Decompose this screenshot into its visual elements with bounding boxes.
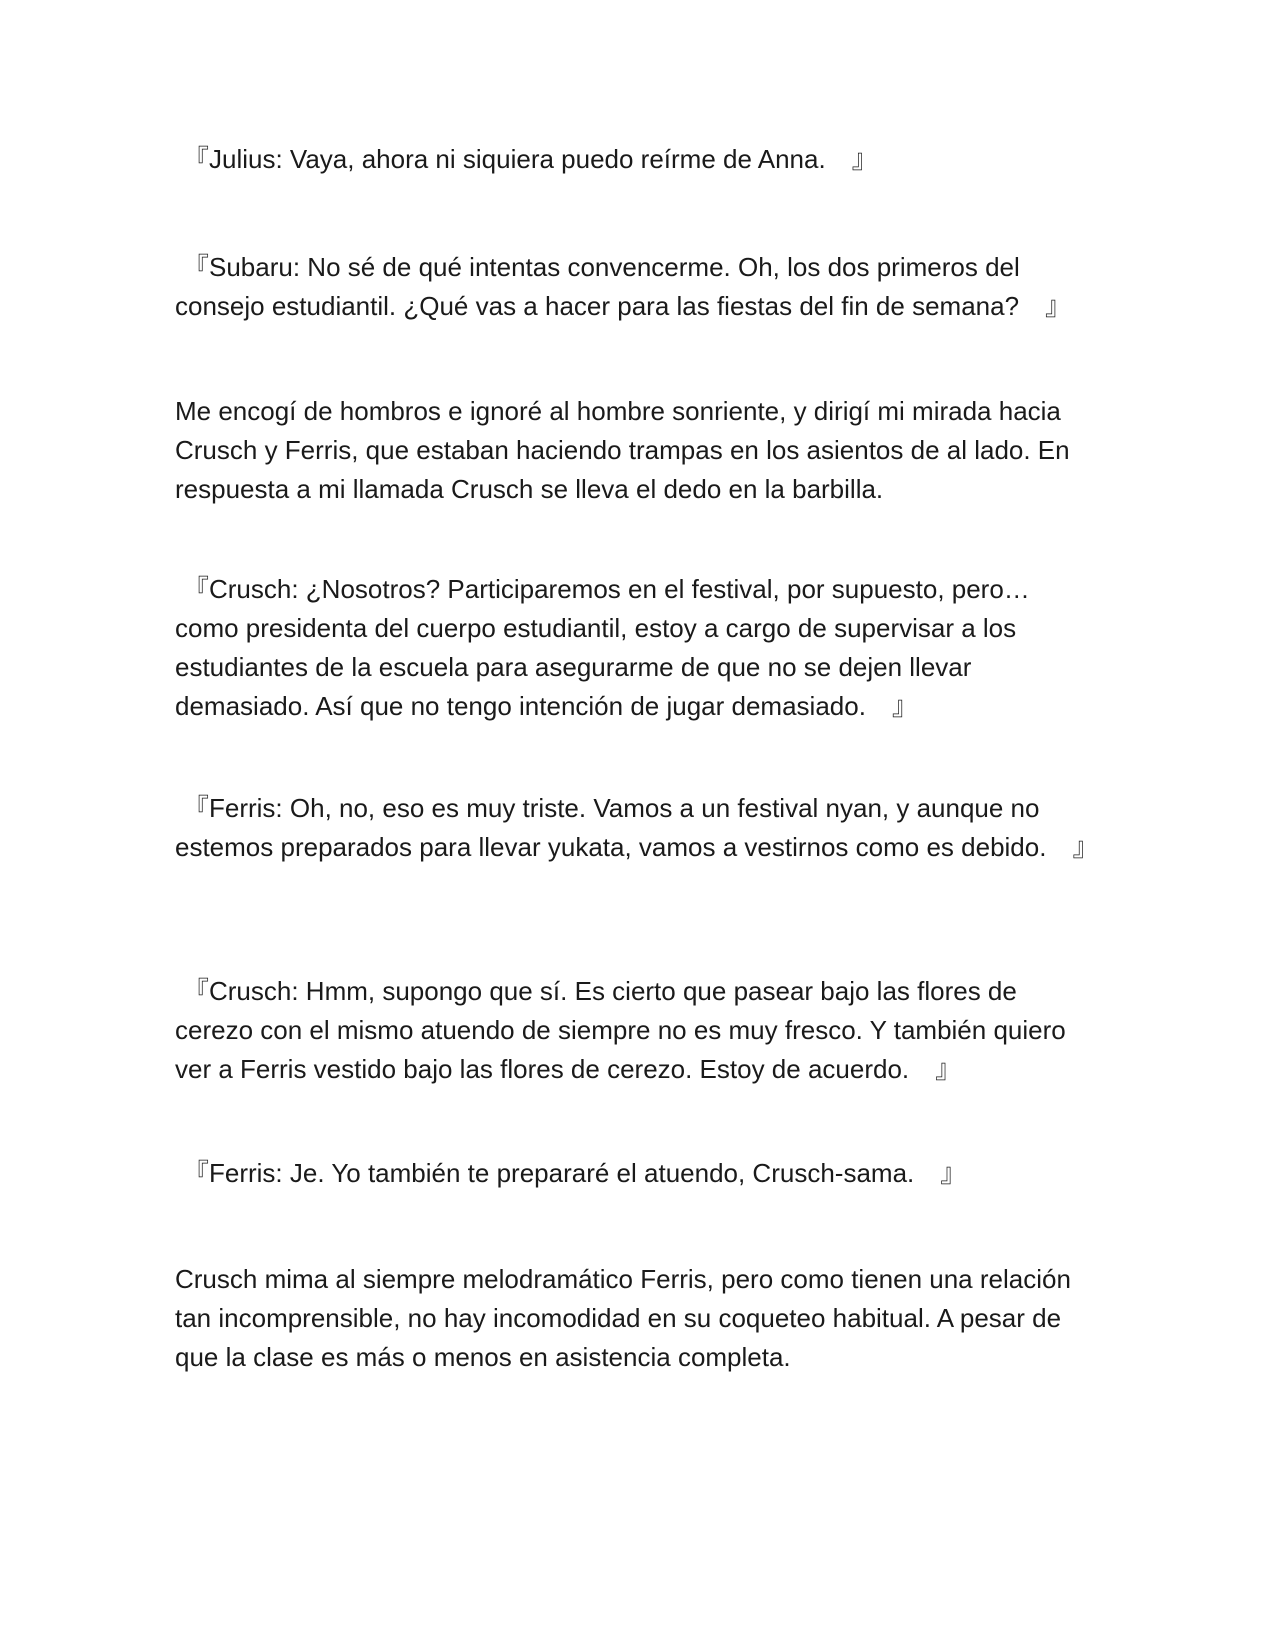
dialogue-ferris: 『Ferris: Je. Yo también te prepararé el atuendo, Crusch-sama. 』 — [183, 1158, 967, 1188]
dialogue-subaru: 『Subaru: No sé de qué intentas convencerme. Oh, los dos primeros del consejo estudiantil. ¿Qué vas a hacer para las fiestas del fin de semana? 』 — [175, 252, 1072, 321]
dialogue-crusch: 『Crusch: ¿Nosotros? Participaremos en el festival, por supuesto, pero… como presidenta del cuerpo estudiantil, estoy a cargo de supervisar a los estudiantes de la escuela para asegurarme de que no se dejen llevar demasiado. Así que no tengo intención de jugar demasiado. 』 — [175, 574, 1038, 721]
narration-paragraph: Crusch mima al siempre melodramático Ferris, pero como tienen una relación tan incomprensible, no hay incomodidad en su coqueteo habitual. A pesar de que la clase es más o menos en asistencia completa. — [175, 1264, 1079, 1372]
dialogue-julius: 『Julius: Vaya, ahora ni siquiera puedo reírme de Anna. 』 — [183, 144, 878, 174]
dialogue-ferris: 『Ferris: Oh, no, eso es muy triste. Vamos a un festival nyan, y aunque no estemos preparados para llevar yukata, vamos a vestirnos como es debido. 』 — [175, 793, 1099, 862]
narration-paragraph: Me encogí de hombros e ignoré al hombre sonriente, y dirigí mi mirada hacia Crusch y Ferris, que estaban haciendo trampas en los asientos de al lado. En respuesta a mi llamada Crusch se lleva el dedo en la barbilla. — [175, 396, 1077, 504]
dialogue-crusch: 『Crusch: Hmm, supongo que sí. Es cierto que pasear bajo las flores de cerezo con el mismo atuendo de siempre no es muy fresco. Y también quiero ver a Ferris vestido bajo las flores de cerezo. Estoy de acuerdo. 』 — [175, 976, 1073, 1084]
